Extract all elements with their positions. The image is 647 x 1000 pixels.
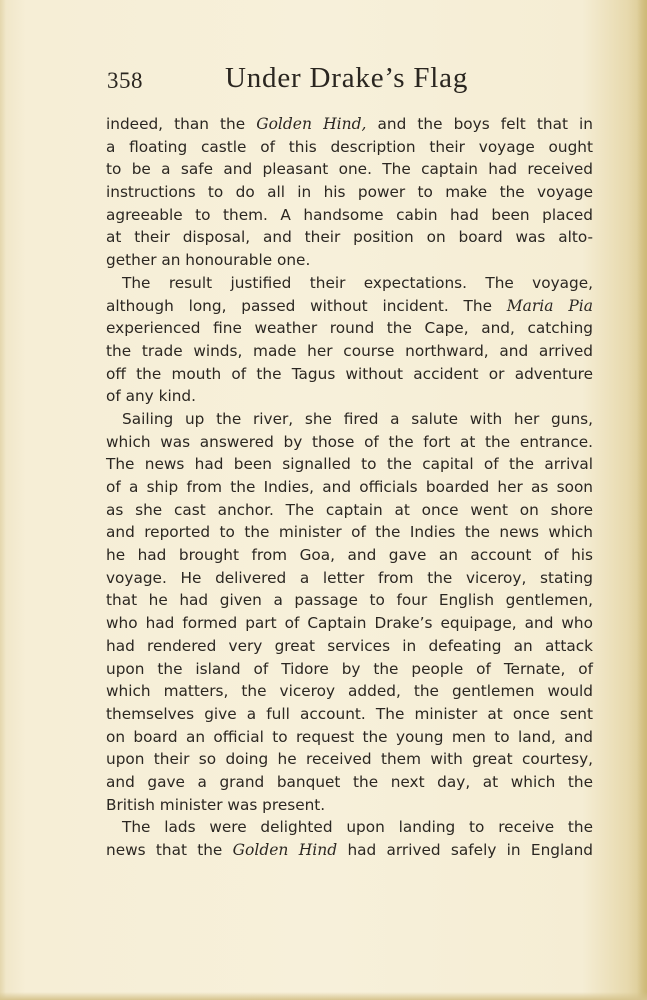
text-segment: that he had given a passage to four English gentlemen, bbox=[106, 591, 593, 610]
text-segment: themselves give a full account. The minister at once sent bbox=[106, 704, 593, 723]
italic-text: Golden Hind, bbox=[256, 115, 367, 133]
text-line bbox=[106, 136, 593, 159]
text-line bbox=[106, 340, 593, 363]
text-line bbox=[106, 748, 593, 771]
text-line bbox=[106, 204, 593, 227]
text-line bbox=[106, 839, 593, 862]
text-line bbox=[106, 544, 593, 567]
text-segment: Sailing up the river, she fired a salute with her guns, bbox=[122, 409, 593, 428]
text-segment: The news had been signalled to the capital of the arrival bbox=[106, 455, 593, 474]
text-line bbox=[106, 295, 593, 318]
text-line bbox=[106, 363, 593, 386]
text-segment: he had brought from Goa, and gave an account of his bbox=[106, 546, 593, 565]
text-segment: upon their so doing he received them with great courtesy, bbox=[106, 750, 593, 769]
text-segment: a floating castle of this description their voyage ought bbox=[106, 137, 593, 156]
text-segment: instructions to do all in his power to make the voyage bbox=[106, 183, 593, 202]
text-segment: and the boys felt that in bbox=[366, 115, 594, 133]
text-line bbox=[106, 113, 593, 136]
text-segment: gether an honourable one. bbox=[106, 251, 311, 270]
text-line bbox=[106, 476, 593, 499]
italic-text: Maria Pia bbox=[506, 296, 593, 315]
text-segment: indeed, than the bbox=[106, 115, 257, 133]
page-number: 358 bbox=[107, 68, 143, 93]
body-text bbox=[106, 113, 593, 862]
text-segment: of a ship from the Indies, and officials boarded her as soon bbox=[106, 478, 593, 496]
text-line bbox=[106, 272, 593, 295]
text-segment: which was answered by those of the fort at the entrance. bbox=[106, 432, 593, 451]
text-segment: and gave a grand banquet the next day, at which the bbox=[106, 772, 593, 791]
page-right-shadow bbox=[637, 0, 647, 1000]
text-segment: on board an official to request the young men to land, and bbox=[106, 727, 593, 746]
text-line bbox=[106, 181, 593, 204]
text-line bbox=[106, 680, 593, 703]
text-line bbox=[106, 521, 593, 544]
text-line bbox=[106, 158, 593, 181]
text-segment: who had formed part of Captain Drake’s equipage, and who bbox=[106, 614, 593, 633]
text-line bbox=[106, 771, 593, 794]
text-segment: to be a safe and pleasant one. The captain had received bbox=[106, 160, 593, 179]
text-line bbox=[106, 453, 593, 476]
text-segment: the trade winds, made her course northward, and arrived bbox=[106, 341, 593, 360]
text-segment: and reported to the minister of the Indies the news which bbox=[106, 523, 593, 542]
text-line bbox=[106, 726, 593, 749]
page-bottom-shadow bbox=[0, 992, 647, 1000]
text-line bbox=[106, 317, 593, 340]
text-line bbox=[106, 703, 593, 726]
text-segment: although long, passed without incident. The bbox=[106, 296, 507, 315]
text-segment: The lads were delighted upon landing to receive the bbox=[122, 818, 593, 837]
text-segment: as she cast anchor. The captain at once went on shore bbox=[106, 500, 593, 519]
text-line bbox=[106, 431, 593, 454]
text-line bbox=[106, 567, 593, 590]
running-title: Under Drake’s Flag bbox=[225, 62, 469, 94]
text-segment: which matters, the viceroy added, the gentlemen would bbox=[106, 682, 593, 701]
text-line bbox=[106, 658, 593, 681]
text-segment: at their disposal, and their position on board was alto- bbox=[106, 228, 593, 247]
italic-text: Golden Hind bbox=[232, 841, 338, 859]
text-segment: upon the island of Tidore by the people of Ternate, of bbox=[106, 659, 593, 678]
text-line bbox=[106, 635, 593, 658]
text-segment: agreeable to them. A handsome cabin had been placed bbox=[106, 205, 593, 224]
text-segment: experienced fine weather round the Cape, and, catching bbox=[106, 319, 593, 338]
page-left-shadow bbox=[0, 0, 6, 1000]
text-segment: had rendered very great services in defeating an attack bbox=[106, 636, 593, 655]
text-segment: British minister was present. bbox=[106, 795, 326, 814]
text-segment: news that the bbox=[106, 841, 233, 859]
text-line bbox=[106, 408, 593, 431]
text-line bbox=[106, 385, 593, 408]
text-line bbox=[106, 612, 593, 635]
text-line bbox=[106, 589, 593, 612]
text-line bbox=[106, 499, 593, 522]
text-line bbox=[106, 249, 593, 272]
text-segment: had arrived safely in England bbox=[337, 841, 594, 859]
text-segment: The result justified their expectations. The voyage, bbox=[122, 273, 593, 292]
text-line bbox=[106, 816, 593, 839]
page-header bbox=[107, 62, 593, 98]
text-line bbox=[106, 226, 593, 249]
text-segment: of any kind. bbox=[106, 387, 196, 406]
text-segment: off the mouth of the Tagus without accident or adventure bbox=[106, 364, 593, 383]
text-line bbox=[106, 794, 593, 817]
text-segment: voyage. He delivered a letter from the viceroy, stating bbox=[106, 568, 593, 587]
